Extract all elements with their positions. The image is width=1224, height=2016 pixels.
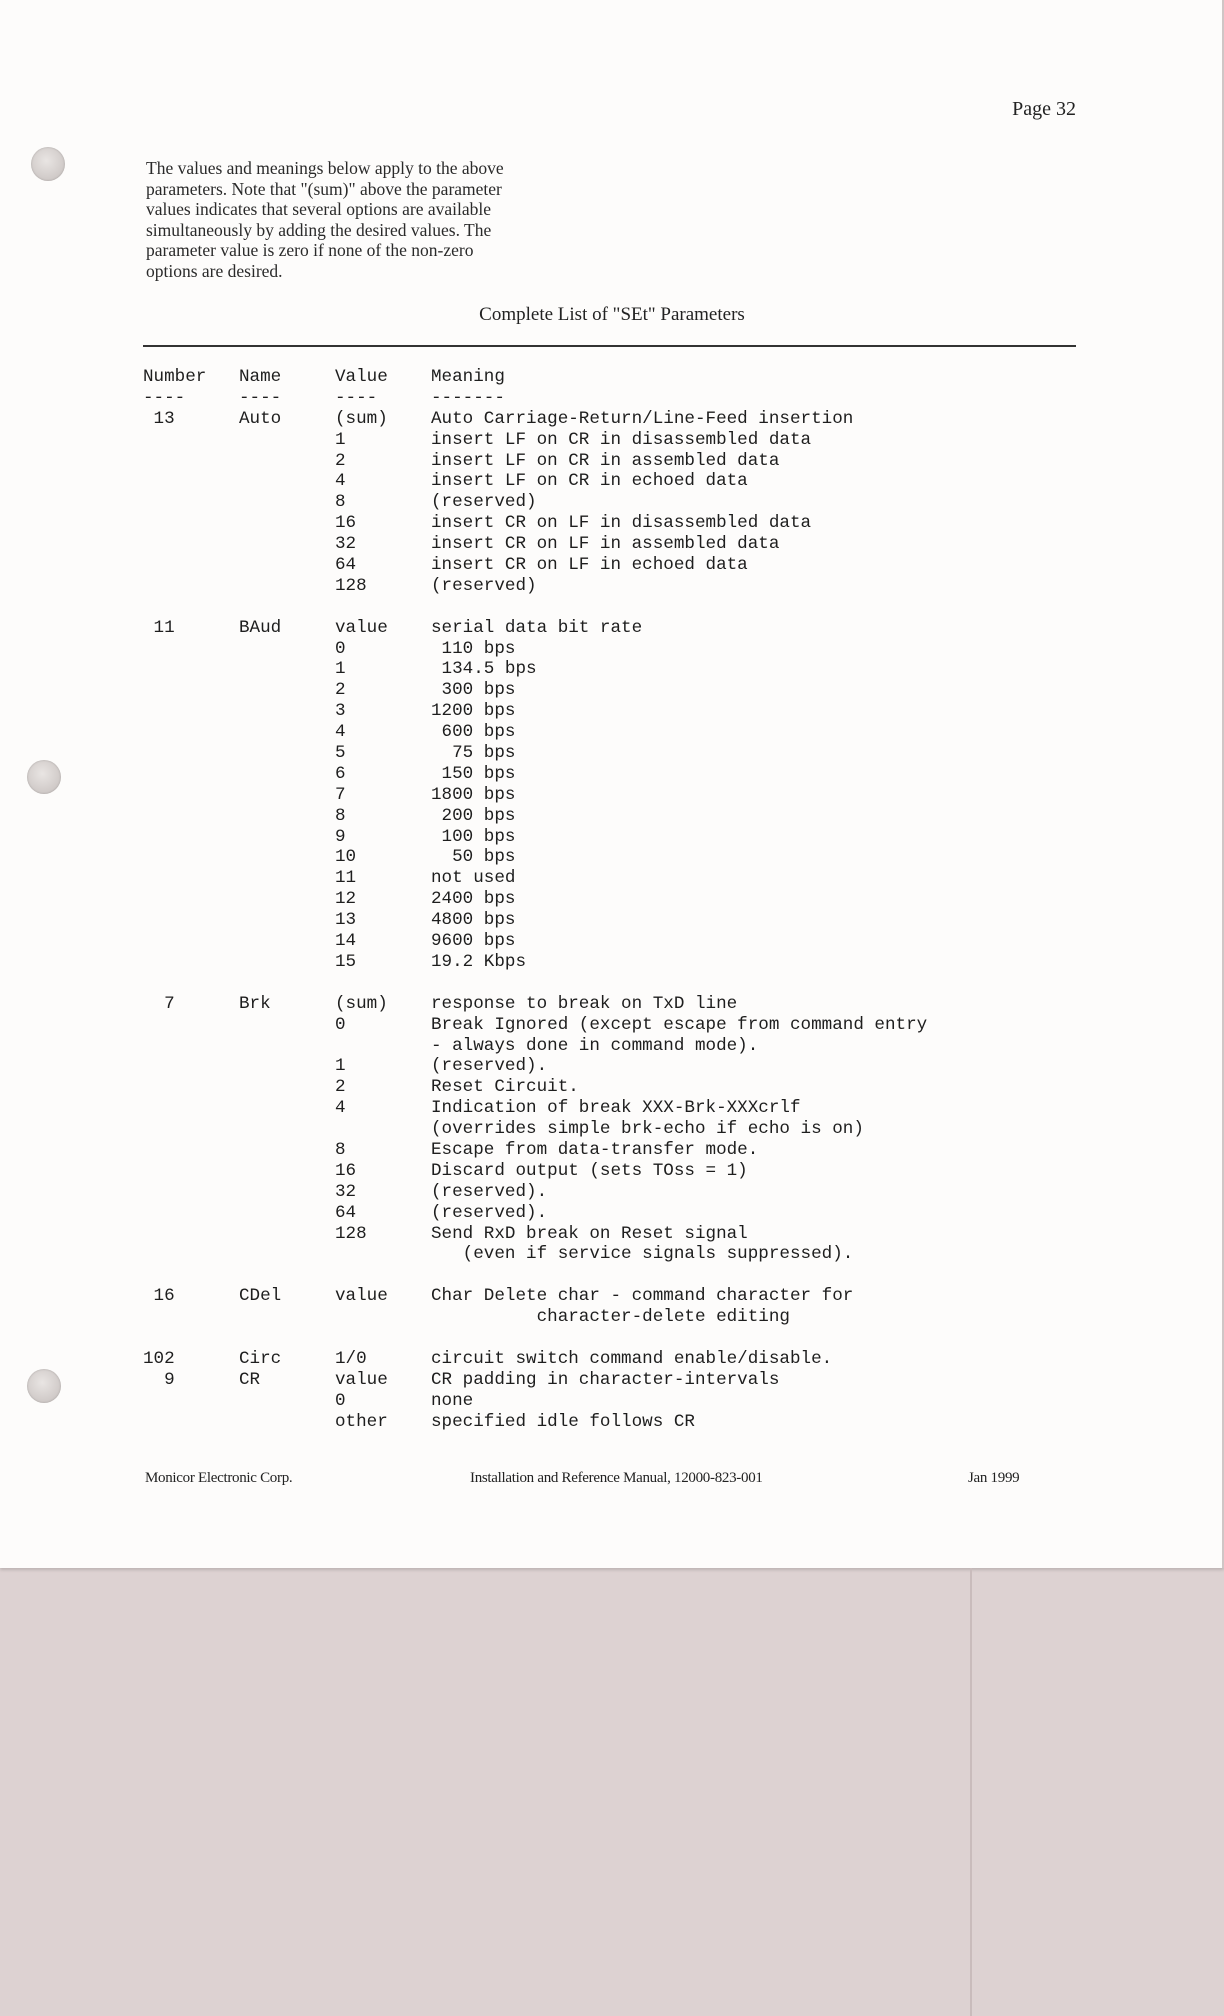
cell-meaning: (reserved): [431, 492, 537, 513]
cell-name: [239, 430, 335, 451]
cell-name: Auto: [239, 408, 282, 429]
cell-meaning: insert LF on CR in assembled data: [431, 450, 780, 471]
cell-name: [239, 1119, 335, 1140]
cell-meaning: - always done in command mode).: [431, 1035, 759, 1056]
cell-value: 64: [335, 555, 357, 576]
table-row: [143, 764, 1063, 785]
group-spacer: [143, 597, 1063, 618]
table-row: [143, 639, 1063, 660]
table-row: [143, 1182, 1063, 1203]
cell-meaning: (even if service signals suppressed).: [431, 1244, 854, 1265]
cell-meaning: serial data bit rate: [431, 617, 643, 638]
table-row: [143, 868, 1063, 889]
cell-meaning: 200 bps: [431, 805, 516, 826]
table-row: [143, 1015, 1063, 1036]
table-row: [143, 1370, 1063, 1391]
cell-number: [143, 1036, 239, 1057]
cell-number: 16: [143, 1286, 175, 1307]
cell-number: [143, 827, 239, 848]
table-row: [143, 1077, 1063, 1098]
cell-number: 9: [143, 1369, 175, 1390]
cell-number: [143, 910, 239, 931]
table-row: [143, 1140, 1063, 1161]
table-row: [143, 471, 1063, 492]
table-row: [143, 659, 1063, 680]
footer-manual-title: Installation and Reference Manual, 12000-823-001: [470, 1470, 763, 1486]
cell-name: [239, 827, 335, 848]
table-row: [143, 430, 1063, 451]
cell-name: [239, 785, 335, 806]
table-row: [143, 1286, 1063, 1307]
cell-value: 1: [335, 429, 346, 450]
cell-number: [143, 722, 239, 743]
cell-value: 4: [335, 471, 346, 492]
cell-value: 16: [335, 513, 357, 534]
cell-number: [143, 680, 239, 701]
cell-value: 2: [335, 1077, 346, 1098]
cell-number: 102: [143, 1348, 175, 1369]
cell-number: [143, 1140, 239, 1161]
cell-meaning: 50 bps: [431, 847, 516, 868]
cell-number: [143, 1119, 239, 1140]
cell-number: [143, 1182, 239, 1203]
cell-number: [143, 430, 239, 451]
cell-number: 7: [143, 993, 175, 1014]
cell-value: 9: [335, 826, 346, 847]
table-body: [143, 409, 1063, 1433]
cell-number: [143, 1098, 239, 1119]
cell-value: 128: [335, 1223, 367, 1244]
cell-name: Brk: [239, 993, 271, 1014]
cell-value: 10: [335, 847, 357, 868]
cell-value: value: [335, 1286, 388, 1307]
table-row: [143, 492, 1063, 513]
group-spacer: [143, 1265, 1063, 1286]
cell-meaning: insert LF on CR in echoed data: [431, 471, 748, 492]
cell-meaning: Char Delete char - command character for: [431, 1286, 854, 1307]
cell-number: [143, 1244, 239, 1265]
cell-meaning: (reserved): [431, 575, 537, 596]
cell-value: 8: [335, 492, 346, 513]
cell-number: [143, 806, 239, 827]
cell-meaning: 4800 bps: [431, 910, 516, 931]
cell-name: [239, 471, 335, 492]
cell-meaning: Discard output (sets TOss = 1): [431, 1160, 748, 1181]
cell-meaning: none: [431, 1390, 474, 1411]
parameter-list-title: Complete List of "SEt" Parameters: [479, 304, 745, 325]
cell-name: [239, 1077, 335, 1098]
table-row: [143, 701, 1063, 722]
cell-meaning: 9600 bps: [431, 931, 516, 952]
cell-name: [239, 910, 335, 931]
cell-value: 32: [335, 534, 357, 555]
cell-number: [143, 1224, 239, 1245]
cell-meaning: character-delete editing: [431, 1307, 790, 1328]
header-value: Value: [335, 367, 388, 387]
cell-number: [143, 1307, 239, 1328]
table-row: [143, 451, 1063, 472]
table-row: [143, 827, 1063, 848]
cell-name: [239, 1161, 335, 1182]
cell-meaning: response to break on TxD line: [431, 993, 738, 1014]
table-row: [143, 931, 1063, 952]
cell-meaning: (reserved).: [431, 1181, 548, 1202]
cell-value: [335, 1036, 431, 1057]
table-header-underline: [143, 388, 1063, 409]
cell-value: 5: [335, 743, 346, 764]
cell-value: 2: [335, 680, 346, 701]
cell-meaning: Break Ignored (except escape from command entry: [431, 1014, 928, 1035]
cell-meaning: Send RxD break on Reset signal: [431, 1223, 748, 1244]
cell-name: BAud: [239, 617, 282, 638]
cell-name: [239, 1244, 335, 1265]
cell-name: [239, 639, 335, 660]
table-row: [143, 409, 1063, 430]
cell-name: [239, 513, 335, 534]
cell-number: [143, 576, 239, 597]
table-row: [143, 889, 1063, 910]
cell-value: 4: [335, 1098, 346, 1119]
cell-value: 4: [335, 722, 346, 743]
cell-value: 1: [335, 1056, 346, 1077]
group-spacer: [143, 973, 1063, 994]
cell-meaning: not used: [431, 868, 516, 889]
background-fold-line: [970, 1568, 972, 2016]
cell-number: 13: [143, 408, 175, 429]
cell-name: [239, 659, 335, 680]
cell-meaning: Reset Circuit.: [431, 1077, 579, 1098]
table-row: [143, 1056, 1063, 1077]
cell-value: 12: [335, 889, 357, 910]
table-row: [143, 1244, 1063, 1265]
cell-name: [239, 764, 335, 785]
cell-number: [143, 1056, 239, 1077]
table-row: [143, 1224, 1063, 1245]
cell-name: [239, 555, 335, 576]
cell-name: [239, 1391, 335, 1412]
cell-meaning: 150 bps: [431, 763, 516, 784]
cell-name: [239, 952, 335, 973]
cell-value: (sum): [335, 408, 388, 429]
cell-value: 16: [335, 1160, 357, 1181]
cell-meaning: 600 bps: [431, 722, 516, 743]
cell-name: [239, 889, 335, 910]
cell-value: 8: [335, 805, 346, 826]
cell-number: [143, 952, 239, 973]
table-row: [143, 952, 1063, 973]
cell-number: [143, 1161, 239, 1182]
cell-name: [239, 1224, 335, 1245]
cell-meaning: (reserved).: [431, 1056, 548, 1077]
cell-name: [239, 1140, 335, 1161]
cell-number: [143, 1412, 239, 1433]
binder-hole-middle: [27, 760, 61, 794]
table-row: [143, 910, 1063, 931]
cell-meaning: 300 bps: [431, 680, 516, 701]
cell-name: [239, 931, 335, 952]
cell-meaning: insert CR on LF in assembled data: [431, 534, 780, 555]
table-row: [143, 1307, 1063, 1328]
cell-number: [143, 471, 239, 492]
cell-number: [143, 785, 239, 806]
table-row: [143, 1036, 1063, 1057]
cell-value: 11: [335, 868, 357, 889]
cell-name: [239, 722, 335, 743]
cell-name: Circ: [239, 1348, 282, 1369]
cell-value: 1: [335, 659, 346, 680]
table-row: [143, 1412, 1063, 1433]
cell-meaning: 2400 bps: [431, 889, 516, 910]
cell-value: 2: [335, 450, 346, 471]
cell-meaning: 134.5 bps: [431, 659, 537, 680]
cell-number: [143, 764, 239, 785]
cell-value: 8: [335, 1139, 346, 1160]
cell-number: [143, 451, 239, 472]
underline-name: ----: [239, 387, 282, 408]
footer-company: Monicor Electronic Corp.: [145, 1470, 293, 1486]
cell-meaning: 1200 bps: [431, 701, 516, 722]
cell-number: [143, 847, 239, 868]
table-row: [143, 1161, 1063, 1182]
table-row: [143, 680, 1063, 701]
cell-number: [143, 639, 239, 660]
cell-value: value: [335, 617, 388, 638]
cell-meaning: 100 bps: [431, 826, 516, 847]
header-number: Number: [143, 367, 207, 387]
cell-meaning: 110 bps: [431, 638, 516, 659]
table-row: [143, 513, 1063, 534]
cell-value: 3: [335, 701, 346, 722]
table-row: [143, 1098, 1063, 1119]
group-spacer: [143, 1328, 1063, 1349]
binder-hole-top: [31, 147, 65, 181]
cell-name: [239, 576, 335, 597]
table-row: [143, 618, 1063, 639]
cell-meaning: CR padding in character-intervals: [431, 1369, 780, 1390]
cell-name: [239, 743, 335, 764]
cell-name: [239, 847, 335, 868]
cell-meaning: Indication of break XXX-Brk-XXXcrlf: [431, 1098, 801, 1119]
cell-name: [239, 701, 335, 722]
cell-number: [143, 492, 239, 513]
cell-value: (sum): [335, 993, 388, 1014]
cell-value: 32: [335, 1181, 357, 1202]
cell-value: 0: [335, 638, 346, 659]
cell-name: [239, 868, 335, 889]
underline-value: ----: [335, 387, 378, 408]
cell-name: [239, 1036, 335, 1057]
cell-value: 13: [335, 910, 357, 931]
table-row: [143, 576, 1063, 597]
table-row: [143, 847, 1063, 868]
cell-value: [335, 1119, 431, 1140]
cell-name: [239, 1056, 335, 1077]
table-row: [143, 534, 1063, 555]
cell-meaning: Auto Carriage-Return/Line-Feed insertion: [431, 408, 854, 429]
header-name: Name: [239, 367, 282, 387]
cell-value: 15: [335, 951, 357, 972]
cell-number: [143, 1077, 239, 1098]
cell-name: [239, 1412, 335, 1433]
cell-value: 14: [335, 931, 357, 952]
cell-meaning: insert CR on LF in disassembled data: [431, 513, 812, 534]
table-header-row: [143, 367, 1063, 388]
cell-value: 0: [335, 1390, 346, 1411]
cell-meaning: (reserved).: [431, 1202, 548, 1223]
cell-value: 6: [335, 763, 346, 784]
cell-number: [143, 513, 239, 534]
table-row: [143, 994, 1063, 1015]
binder-hole-bottom: [27, 1369, 61, 1403]
title-divider: [143, 345, 1076, 347]
cell-meaning: specified idle follows CR: [431, 1411, 695, 1432]
cell-meaning: 75 bps: [431, 743, 516, 764]
underline-number: ----: [143, 387, 186, 408]
table-row: [143, 555, 1063, 576]
cell-meaning: circuit switch command enable/disable.: [431, 1348, 833, 1369]
cell-value: other: [335, 1411, 388, 1432]
cell-value: [335, 1244, 431, 1265]
cell-number: 11: [143, 617, 175, 638]
cell-value: [335, 1307, 431, 1328]
cell-name: [239, 1203, 335, 1224]
table-row: [143, 806, 1063, 827]
cell-value: 64: [335, 1202, 357, 1223]
cell-name: [239, 680, 335, 701]
cell-number: [143, 659, 239, 680]
cell-value: 1/0: [335, 1348, 367, 1369]
page-number: Page 32: [1012, 98, 1076, 120]
cell-number: [143, 1015, 239, 1036]
table-row: [143, 1391, 1063, 1412]
table-row: [143, 743, 1063, 764]
intro-paragraph: The values and meanings below apply to the above parameters. Note that "(sum)" above the parameter values indicates that several options are available simultaneously by adding the desired values. The parameter value is zero if none of the non-zero options are desired.: [146, 158, 504, 281]
cell-name: [239, 1098, 335, 1119]
cell-meaning: 19.2 Kbps: [431, 951, 527, 972]
table-row: [143, 1203, 1063, 1224]
cell-value: 7: [335, 784, 346, 805]
cell-name: [239, 492, 335, 513]
cell-meaning: Escape from data-transfer mode.: [431, 1139, 759, 1160]
underline-meaning: -------: [431, 387, 505, 408]
cell-number: [143, 889, 239, 910]
cell-meaning: insert CR on LF in echoed data: [431, 555, 748, 576]
cell-name: [239, 451, 335, 472]
cell-name: [239, 1015, 335, 1036]
cell-meaning: insert LF on CR in disassembled data: [431, 429, 812, 450]
cell-number: [143, 868, 239, 889]
header-meaning: Meaning: [431, 367, 505, 387]
cell-meaning: (overrides simple brk-echo if echo is on): [431, 1119, 864, 1140]
cell-number: [143, 555, 239, 576]
cell-value: 0: [335, 1014, 346, 1035]
cell-number: [143, 743, 239, 764]
cell-name: [239, 534, 335, 555]
footer-date: Jan 1999: [968, 1470, 1020, 1486]
cell-number: [143, 1203, 239, 1224]
cell-number: [143, 701, 239, 722]
cell-name: CDel: [239, 1286, 282, 1307]
table-row: [143, 1349, 1063, 1370]
table-row: [143, 785, 1063, 806]
cell-number: [143, 534, 239, 555]
cell-name: [239, 806, 335, 827]
cell-number: [143, 931, 239, 952]
parameter-table: [143, 367, 1063, 1432]
cell-name: [239, 1182, 335, 1203]
table-row: [143, 722, 1063, 743]
cell-number: [143, 1391, 239, 1412]
cell-name: [239, 1307, 335, 1328]
cell-name: CR: [239, 1369, 261, 1390]
cell-meaning: 1800 bps: [431, 784, 516, 805]
cell-value: value: [335, 1369, 388, 1390]
cell-value: 128: [335, 575, 367, 596]
table-row: [143, 1119, 1063, 1140]
